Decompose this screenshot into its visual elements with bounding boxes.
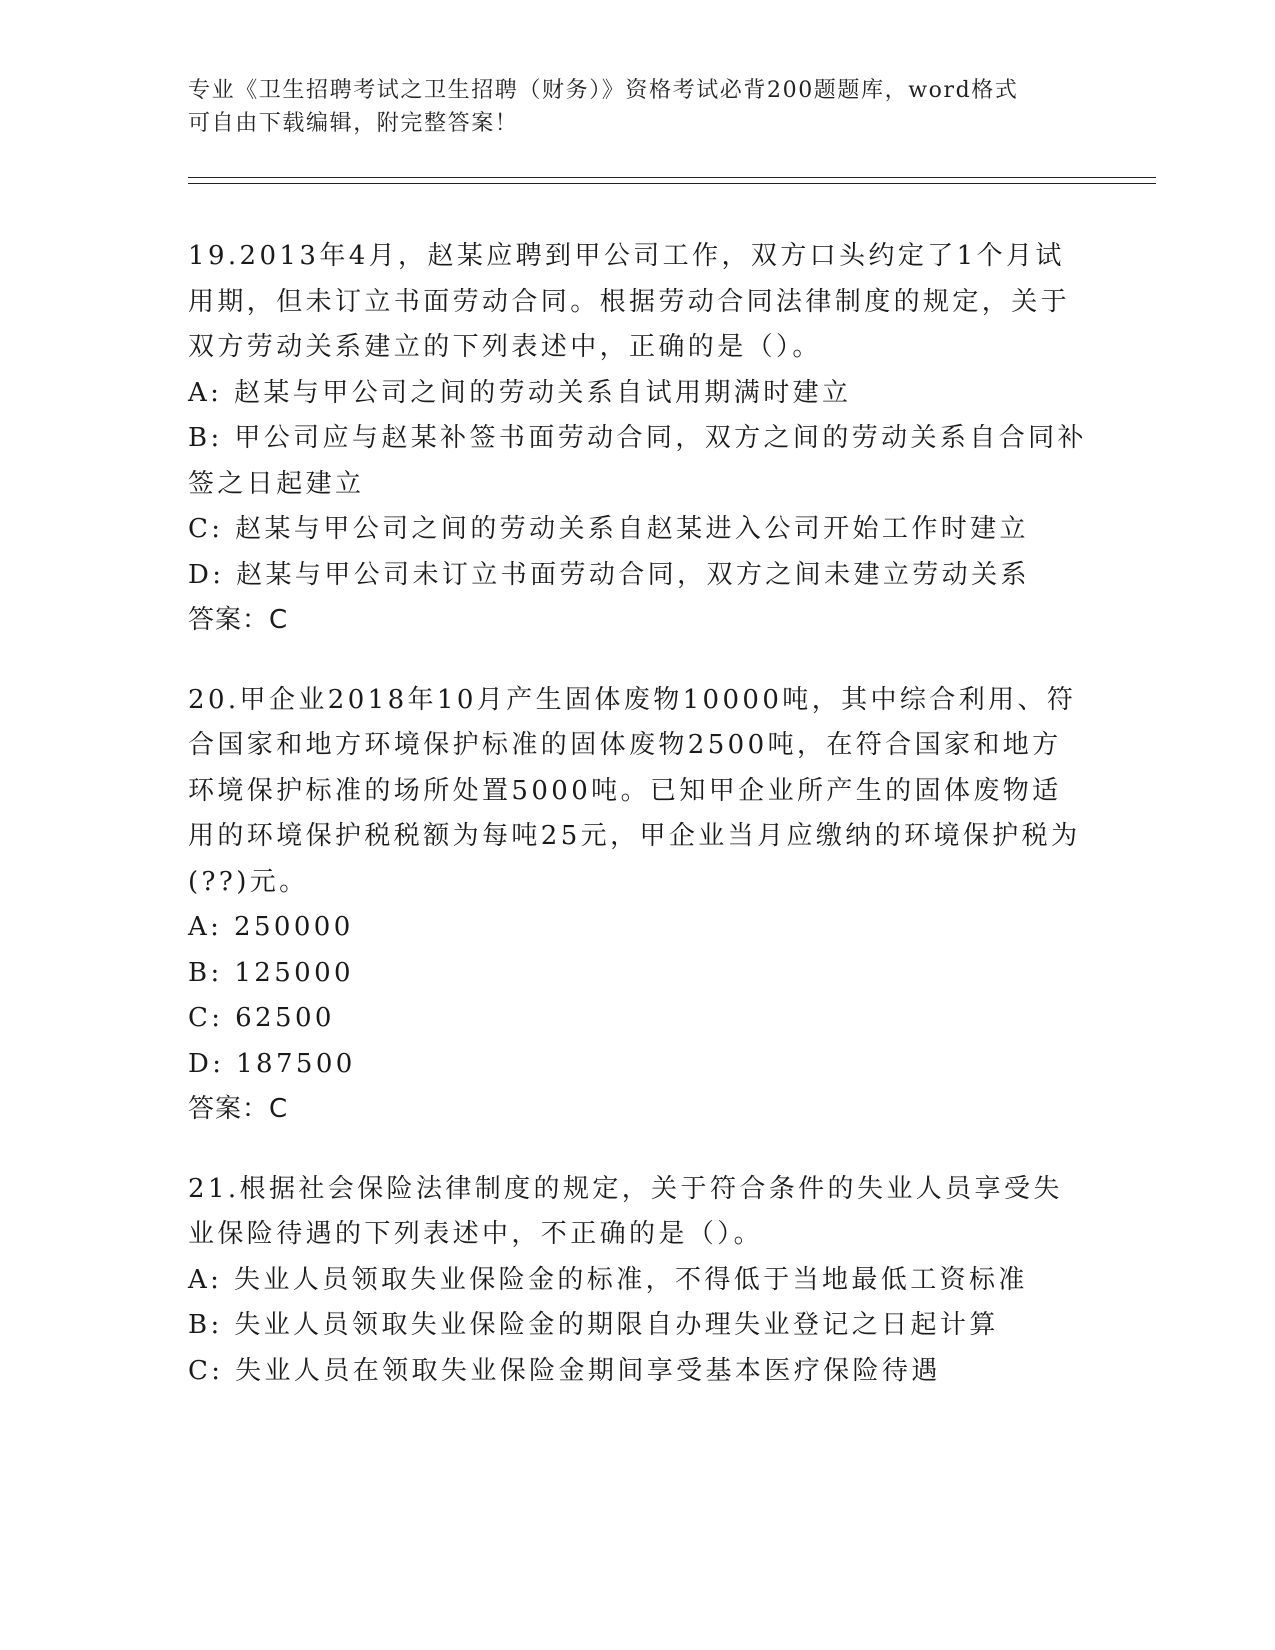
option-a: A: 赵某与甲公司之间的劳动关系自试用期满时建立 (188, 377, 852, 408)
header-divider (188, 177, 1156, 184)
page-header (188, 74, 1068, 140)
option-c: C: 62500 (188, 1003, 335, 1033)
option-d: D: 187500 (188, 1048, 356, 1079)
option-d: D: 赵某与甲公司未订立书面劳动合同，双方之间未建立劳动关系 (188, 559, 1030, 590)
option-a: A: 250000 (188, 912, 354, 942)
option-b: B: 甲公司应与赵某补签书面劳动合同，双方之间的劳动关系自合同补签之日起建立 (188, 423, 1087, 499)
option-a: A: 失业人员领取失业保险金的标准，不得低于当地最低工资标准 (188, 1264, 1028, 1295)
question-stem: 20.甲企业2018年10月产生固体废物10000吨，其中综合利用、符合国家和地方环境保护标准的固体废物2500吨，在符合国家和地方环境保护标准的场所处置5000吨。已知甲企业所产生的固体废物适用的环境保护税税额为每吨25元，甲企业当月应缴纳的环境保护税为(??)元。 (188, 684, 1081, 897)
option-c: C: 失业人员在领取失业保险金期间享受基本医疗保险待遇 (188, 1355, 941, 1386)
option-c: C: 赵某与甲公司之间的劳动关系自赵某进入公司开始工作时建立 (188, 514, 1029, 544)
option-b: B: 失业人员领取失业保险金的期限自办理失业登记之日起计算 (188, 1310, 999, 1340)
question-21 (188, 1167, 1088, 1395)
question-list (188, 234, 1088, 1428)
header-title-line-1: 专业《卫生招聘考试之卫生招聘（财务）》资格考试必背200题题库，word格式 (188, 78, 1019, 103)
option-b: B: 125000 (188, 957, 354, 988)
question-19 (188, 234, 1088, 644)
question-stem: 19.2013年4月，赵某应聘到甲公司工作，双方口头约定了1个月试用期，但未订立书面劳动合同。根据劳动合同法律制度的规定，关于双方劳动关系建立的下列表述中，正确的是（）。 (188, 241, 1071, 362)
question-20 (188, 678, 1088, 1133)
header-title-line-2: 可自由下载编辑，附完整答案！ (188, 111, 519, 136)
question-stem: 21.根据社会保险法律制度的规定，关于符合条件的失业人员享受失业保险待遇的下列表述中，不正确的是（）。 (188, 1173, 1063, 1249)
answer-line: 答案：C (188, 1094, 289, 1124)
answer-line: 答案：C (188, 605, 289, 635)
